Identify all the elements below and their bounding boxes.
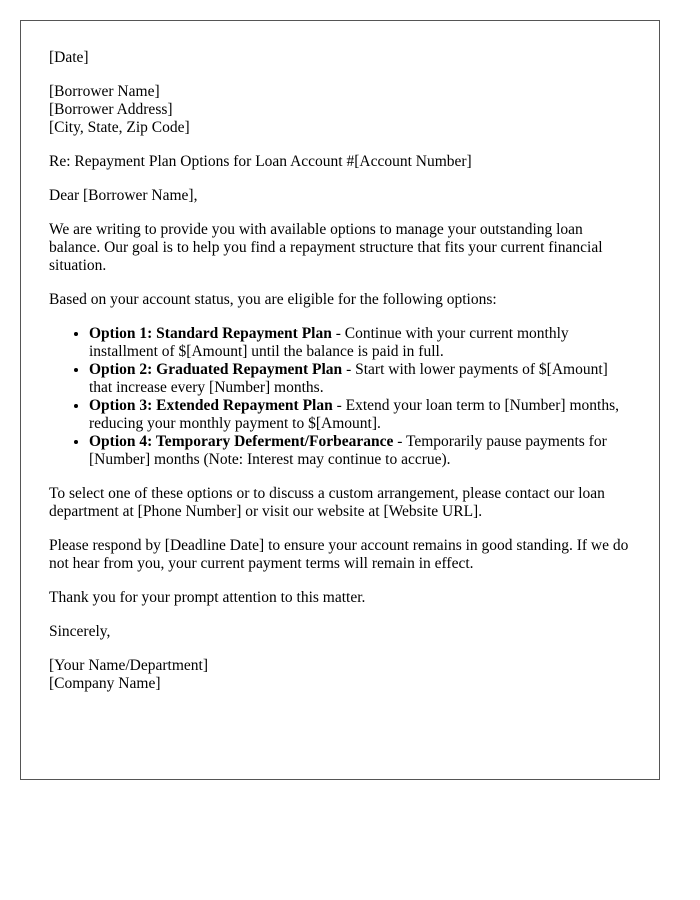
letter-date: [Date] (49, 49, 89, 66)
subject-line: Re: Repayment Plan Options for Loan Account #[Account Number] (49, 153, 472, 170)
option-text: - Start with lower payments of $[Amount] that increase every [Number] months. (89, 361, 608, 396)
option-item (89, 433, 631, 469)
option-text: - Continue with your current monthly installment of $[Amount] until the balance is paid in full. (89, 325, 569, 360)
option-title: Option 1: Standard Repayment Plan (89, 325, 332, 342)
option-item (89, 325, 631, 361)
closing: Sincerely, (49, 623, 111, 640)
option-text: - Temporarily pause payments for [Number] months (Note: Interest may continue to accrue). (89, 433, 607, 468)
signature-block (49, 657, 631, 693)
contact-paragraph: To select one of these options or to discuss a custom arrangement, please contact our loan department at [Phone Number] or visit our website at [Website URL]. (49, 485, 605, 520)
thanks-paragraph: Thank you for your prompt attention to this matter. (49, 589, 366, 606)
recipient-address-block (49, 83, 631, 137)
option-title: Option 4: Temporary Deferment/Forbearance (89, 433, 394, 450)
option-text: - Extend your loan term to [Number] months, reducing your monthly payment to $[Amount]. (89, 397, 619, 432)
intro-paragraph: We are writing to provide you with available options to manage your outstanding loan balance. Our goal is to help you find a repayment structure that fits your current financial situation. (49, 221, 603, 274)
option-item (89, 361, 631, 397)
option-item (89, 397, 631, 433)
option-title: Option 2: Graduated Repayment Plan (89, 361, 343, 378)
letter-page (20, 20, 660, 780)
deadline-paragraph: Please respond by [Deadline Date] to ensure your account remains in good standing. If we do not hear from you, your current payment terms will remain in effect. (49, 537, 629, 572)
option-title: Option 3: Extended Repayment Plan (89, 397, 333, 414)
eligibility-paragraph: Based on your account status, you are eligible for the following options: (49, 291, 497, 308)
recipient-address: [Borrower Address] (49, 101, 173, 118)
signature-company: [Company Name] (49, 675, 161, 692)
recipient-name: [Borrower Name] (49, 83, 160, 100)
recipient-city: [City, State, Zip Code] (49, 119, 190, 136)
options-list (49, 325, 631, 469)
signature-name: [Your Name/Department] (49, 657, 208, 674)
salutation: Dear [Borrower Name], (49, 187, 198, 204)
